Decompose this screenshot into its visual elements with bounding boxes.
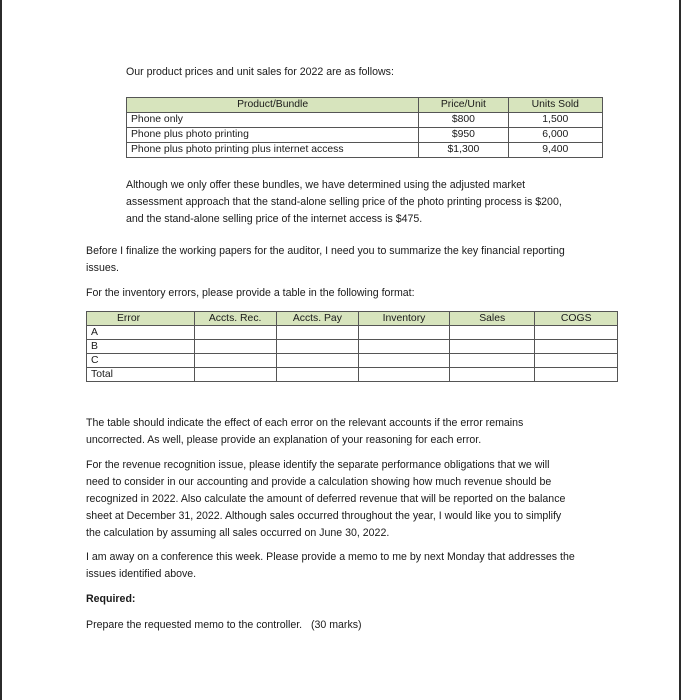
product-units: 9,400 [508,143,602,158]
bundles-paragraph [126,177,562,228]
revenue-paragraph [86,457,565,542]
table-row [127,143,603,158]
paragraph-line: recognized in 2022. Also calculate the amount of deferred revenue that will be reported on the balance [86,493,566,505]
error-label: A [87,326,195,340]
table-cell [194,354,276,368]
errors-table [86,311,618,382]
product-price: $950 [419,128,508,143]
table-cell [450,326,535,340]
table-cell [276,368,358,382]
errors-header-error: Error [87,312,195,326]
task-text: Prepare the requested memo to the controller. (30 marks) [86,619,362,631]
table-cell [358,326,449,340]
table-row [87,340,618,354]
inventory-prompt: For the inventory errors, please provide a table in the following format: [86,287,415,299]
table-cell [535,354,618,368]
products-table [126,97,603,158]
paragraph-line: I am away on a conference this week. Please provide a memo to me by next Monday that addresses the [86,551,575,563]
conference-paragraph [86,549,575,583]
product-name: Phone plus photo printing plus internet access [127,143,419,158]
paragraph-line: the calculation by assuming all sales occurred on June 30, 2022. [86,527,390,539]
paragraph-line: sheet at December 31, 2022. Although sales occurred throughout the year, I would like you to simplify [86,510,562,522]
product-units: 1,500 [508,113,602,128]
paragraph-line: The table should indicate the effect of each error on the relevant accounts if the error remains [86,417,524,429]
paragraph-line: issues identified above. [86,568,197,580]
products-header-bundle: Product/Bundle [127,98,419,113]
table-cell [276,354,358,368]
table-row [87,368,618,382]
product-units: 6,000 [508,128,602,143]
errors-table-header [87,312,618,326]
error-label: C [87,354,195,368]
products-table-header [127,98,603,113]
table-cell [276,326,358,340]
table-cell [194,368,276,382]
error-label: Total [87,368,195,382]
errors-header-inventory: Inventory [358,312,449,326]
errors-header-ap: Accts. Pay [276,312,358,326]
table-cell [194,326,276,340]
paragraph-line: uncorrected. As well, please provide an explanation of your reasoning for each error. [86,434,482,446]
table-row [87,354,618,368]
paragraph-line: Although we only offer these bundles, we have determined using the adjusted market [126,179,526,191]
products-header-units: Units Sold [508,98,602,113]
table-cell [358,340,449,354]
intro-text: Our product prices and unit sales for 2022 are as follows: [126,66,394,78]
paragraph-line: Before I finalize the working papers for the auditor, I need you to summarize the key financial reporting [86,245,565,257]
table-cell [535,368,618,382]
product-price: $800 [419,113,508,128]
table-cell [358,368,449,382]
errors-header-sales: Sales [450,312,535,326]
table-cell [358,354,449,368]
paragraph-line: issues. [86,262,119,274]
table-row [127,128,603,143]
product-price: $1,300 [419,143,508,158]
errors-header-cogs: COGS [535,312,618,326]
table-row [127,113,603,128]
required-label: Required: [86,593,136,605]
paragraph-line: For the revenue recognition issue, please identify the separate performance obligations that we will [86,459,550,471]
finalize-paragraph [86,243,565,277]
table-cell [194,340,276,354]
table-cell [535,326,618,340]
product-name: Phone plus photo printing [127,128,419,143]
products-header-price: Price/Unit [419,98,508,113]
errors-header-ar: Accts. Rec. [194,312,276,326]
paragraph-line: assessment approach that the stand-alone selling price of the photo printing process is $200, [126,196,562,208]
paragraph-line: and the stand-alone selling price of the internet access is $475. [126,213,423,225]
paragraph-line: need to consider in our accounting and provide a calculation showing how much revenue should be [86,476,552,488]
error-label: B [87,340,195,354]
table-cell [450,354,535,368]
product-name: Phone only [127,113,419,128]
table-cell [276,340,358,354]
table-cell [450,368,535,382]
table-row [87,326,618,340]
table-cell [450,340,535,354]
page-border-left [0,0,2,700]
table-effect-paragraph [86,415,523,449]
table-cell [535,340,618,354]
